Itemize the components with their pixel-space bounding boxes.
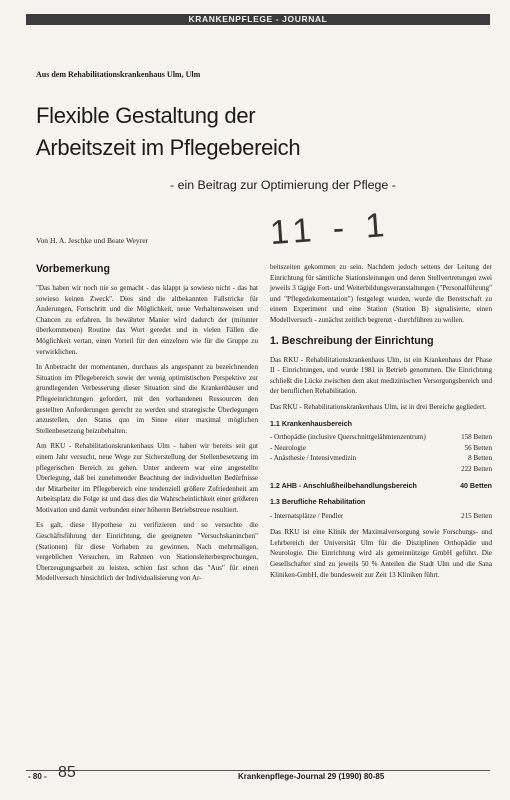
journal-reference: Krankenpflege-Journal 29 (1990) 80-85 <box>238 772 385 781</box>
article-authors: Von H. A. Jeschke und Beate Weyrer <box>36 236 149 245</box>
article-title <box>36 100 300 164</box>
journal-header: KRANKENPFLEGE - JOURNAL <box>188 14 328 24</box>
left-column <box>36 262 258 589</box>
bed-label: - Orthopädie (inclusive Querschnittgelähmtenzentrum) <box>270 433 426 442</box>
bed-count: 56 Betten <box>464 443 492 452</box>
paragraph: Das RKU - Rehabilitationskrankenhaus Ulm, ist ein Krankenhaus der Phase II - Einrichtungen, und wurde 1981 in Betrieb genommen. Die Einrichtung schließt die Lücke zwischen dem akut medizinischen Versorgungsbereich und der beruflichen Rehabilitation. <box>270 355 492 396</box>
bed-row <box>270 453 492 464</box>
handwritten-page-mark: 85 <box>58 764 76 781</box>
bed-row <box>270 443 492 454</box>
paragraph: Am RKU - Rehabilitationskrankenhaus Ulm - haben wir bereits seit gut einem Jahr versucht, neue Wege zur Sicherstellung der Stellenbesetzung im pflegerischen Bereich zu gehen. Unter anderem war eine angestellte Überlegung, daß bei zunehmender Beachtung der individuellen Bedürfnisse der Mitarbeiter im Pflegebereich eine tendenziell größere Zufriedenheit am Arbeitsplatz die Folge ist und dass dies die Wahrscheinlichkeit einer größeren Motivation und damit verbunden einer höheren Betriebstreue resultiert. <box>36 442 258 514</box>
bed-row <box>270 432 492 443</box>
subsection-heading: 1.2 AHB - Anschlußheilbehandlungsbereich <box>270 481 417 490</box>
handwritten-note: 11 - 1 <box>268 205 392 253</box>
paragraph: Es galt, diese Hypothese zu verifizieren und so versuchte die Geschäftsführung der Einrichtung, die geeigneten "Versuchskaninchen" (Stationen) für diese Vorhaben zu gewinnen. Nach mehrmaligen, vergeblichen Versuchen, im Rahmen von Stationsleiterbesprechungen, Überzeugungsarbeit zu leisten, schien fast schon das "Aus" für einen Modellversuch hinsichtlich der Individualisierung von Ar- <box>36 521 258 583</box>
title-line-2: Arbeitszeit im Pflegebereich <box>36 135 301 160</box>
subsection-heading: 1.1 Krankenhausbereich <box>270 419 353 428</box>
section-heading-beschreibung: 1. Beschreibung der Einrichtung <box>270 334 434 347</box>
right-column <box>270 262 492 585</box>
bed-label: - Internatsplätze / Pendler <box>270 511 344 520</box>
bed-total-row <box>270 464 492 475</box>
paragraph-continuation: beitszeiten gekommen zu sein. Nachdem jedoch seitens der Leitung der Einrichtung für sämtliche Stationsleitungen und deren Stellvertretungen zwei jeweils 3 tägige Fort- und Weiterbildungsveranstaltungen ("Personalführung" und "Pflegedokumentation") festgelegt wurden, wurde die Bereitschaft zu einem Experiment und eine Station (Station B) signalisierte, einen Modellversuch - zunächst zeitlich begrenzt - durchführen zu wollen. <box>270 263 492 324</box>
bed-row <box>270 511 492 522</box>
paragraph: Das RKU - Rehabilitationskrankenhaus Ulm, ist in drei Bereiche gegliedert. <box>270 402 487 411</box>
bed-count: 8 Betten <box>468 454 492 463</box>
bed-count: 158 Betten <box>461 433 492 442</box>
article-origin: Aus dem Rehabilitationskrankenhaus Ulm, Ulm <box>36 70 201 79</box>
bed-count: 40 Betten <box>460 481 492 490</box>
bed-label: - Anästhesie / Intensivmedizin <box>270 454 357 463</box>
bed-count: 215 Betten <box>461 511 492 520</box>
paragraph: "Das haben wir noch nie so gemacht - das klappt ja sowieso nicht - das hat sowieso keinen Zweck". Dies sind die altbekannten Fallstricke für Änderungen, Fortschritt und die Möglichkeit, neue Verhaltensweisen und Chancen zu erfahren. In bewährter Manier wird dadurch der (mitunter überkommenen) Routine das Wort geredet und in vielen Fällen die Möglichkeit vertan, einen Vorteil für den einzelnen wie für die Gruppe zu verwirklichen. <box>36 284 258 356</box>
bed-label: - Neurologie <box>270 443 307 452</box>
subsection-heading: 1.3 Berufliche Rehabilitation <box>270 498 366 507</box>
paragraph: In Anbetracht der momentanen, durchaus als angespannt zu bezeichnenden Situation im Pflegebereich sowie der wenig optimistischen Perspektive zur grundlegenden Verbesserung dieser Situation sind die Krankenhäuser und Pflegeeinrichtungen gefordert, mit den vorhandenen Ressourcen den gestellten Anforderungen gerecht zu werden und strategische Überlegungen anzustellen, den Status quo im Sinne einer maximal möglichen Stellenbesetzung beizubehalten. <box>36 363 258 435</box>
page-number: - 80 - <box>28 772 47 781</box>
bed-count-total: 222 Betten <box>461 464 492 473</box>
section-heading-vorbemerkung: Vorbemerkung <box>36 263 110 275</box>
article-subtitle: - ein Beitrag zur Optimierung der Pflege - <box>170 178 396 192</box>
subsection-row-ahb <box>270 481 492 492</box>
title-line-1: Flexible Gestaltung der <box>36 103 256 128</box>
paragraph-closing: Das RKU ist eine Klinik der Maximalversorgung sowie Forschungs- und Lehrbereich der Universität Ulm für die Disziplinen Orthopädie und Neurologie. Die Einrichtung wird als gemeinnützige GmbH geführt. Die Gesellschafter sind zu jeweils 50 % Anteilen die Stadt Ulm und die Sana Kliniken-GmbH, die bundesweit zur Zeit 13 Kliniken führt. <box>270 528 492 579</box>
